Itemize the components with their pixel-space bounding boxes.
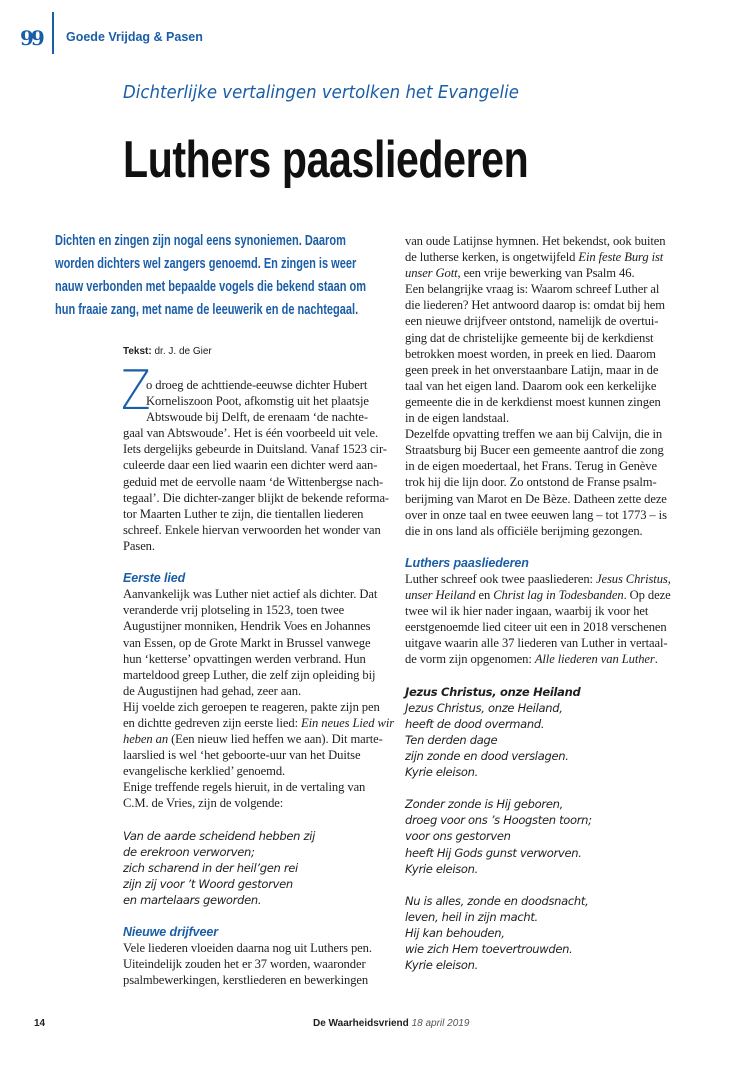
body-text: tor Maarten Luther te zijn, die tientallen liederen bbox=[123, 506, 364, 521]
poem-text: de erekroon verworven; bbox=[123, 844, 255, 859]
blank-line bbox=[123, 554, 423, 570]
text-line bbox=[405, 378, 705, 394]
text-line bbox=[405, 313, 705, 329]
poem-text: droeg voor ons ’s Hoogsten toorn; bbox=[405, 813, 592, 828]
text-line bbox=[123, 377, 423, 393]
drop-cap: Z bbox=[121, 359, 151, 422]
text-line bbox=[123, 474, 423, 490]
body-text: en dichtte gedreven zijn eerste lied: bbox=[123, 715, 302, 730]
intro-line: Dichten en zingen zijn nogal eens synoniemen. Daarom bbox=[55, 233, 346, 249]
text-line bbox=[405, 941, 705, 957]
footer-publication bbox=[313, 1018, 469, 1029]
body-text: . Op deze bbox=[623, 588, 671, 603]
body-text: van oude Latijnse hymnen. Het bekendst, ook buiten bbox=[405, 234, 666, 248]
body-text: veranderde vrij plotseling in 1523, toen twee bbox=[123, 603, 345, 618]
text-line bbox=[405, 716, 705, 732]
italic-title: Alle liederen van Luther bbox=[534, 652, 655, 667]
text-line bbox=[123, 876, 423, 892]
body-text: die liederen? Het antwoord daarop is: omdat bij hem bbox=[405, 298, 665, 313]
text-line bbox=[123, 618, 423, 634]
text-line bbox=[123, 651, 423, 667]
body-text: berijming van Marot en De Bèze. Datheen zette deze bbox=[405, 491, 667, 506]
body-text: (Een nieuw lied heffen we aan). Dit marte- bbox=[168, 732, 383, 747]
text-line bbox=[405, 764, 705, 780]
body-text: geduid met de eervolle naam ‘de Wittenbergse nach- bbox=[123, 474, 384, 489]
text-line bbox=[405, 297, 705, 313]
body-text: van Essen, op de Grote Markt in Brussel vanwege bbox=[123, 635, 371, 650]
poem-text: Kyrie eleison. bbox=[405, 765, 479, 780]
text-line bbox=[123, 457, 423, 473]
body-text: Aanvankelijk was Luther niet actief als dichter. Dat bbox=[123, 587, 378, 602]
italic-title: unser Gott bbox=[405, 266, 458, 281]
text-line bbox=[123, 683, 423, 699]
text-line bbox=[123, 538, 423, 554]
text-line bbox=[405, 603, 705, 619]
text-line bbox=[123, 409, 423, 425]
intro-line: nauw verbonden met bepaalde vogels die bekend staan om bbox=[55, 279, 367, 295]
blank-line bbox=[405, 668, 705, 684]
article-subtitle: Dichterlijke vertalingen vertolken het Evangelie bbox=[123, 82, 519, 103]
body-text: Uiteindelijk zouden het er 37 worden, waaronder bbox=[123, 957, 366, 972]
text-line bbox=[123, 828, 423, 844]
intro-line: worden dichters wel zangers genoemd. En zingen is weer bbox=[55, 256, 357, 272]
text-line bbox=[123, 779, 423, 795]
poem-text: Van de aarde scheidend hebben zij bbox=[123, 828, 316, 843]
body-text: die in ons land als officiële berijming gezongen. bbox=[405, 523, 643, 538]
article-title: Luthers paasliederen bbox=[123, 131, 529, 189]
publication-date: 18 april 2019 bbox=[411, 1018, 470, 1029]
body-text: Dezelfde opvatting treffen we aan bij Calvijn, die in bbox=[405, 427, 663, 442]
body-text: Iets dergelijks gebeurde in Duitsland. Vanaf 1523 cir- bbox=[123, 442, 387, 457]
body-text: de Augustijnen had gehad, zeer aan. bbox=[123, 683, 301, 698]
text-line bbox=[123, 940, 423, 956]
body-text: en bbox=[475, 588, 494, 603]
body-text: marteldood greep Luther, die zelf zijn opleiding bij bbox=[123, 667, 376, 682]
text-line bbox=[405, 651, 705, 667]
blank-line bbox=[123, 812, 423, 828]
text-line bbox=[405, 362, 705, 378]
body-text: de lutherse kerken, is ongetwijfeld bbox=[405, 250, 579, 265]
text-line bbox=[405, 925, 705, 941]
body-text: twee wil ik hier nader ingaan, waarbij ik voor het bbox=[405, 604, 649, 619]
poem-text: en martelaars geworden. bbox=[123, 893, 262, 907]
poem-text: wie zich Hem toevertrouwden. bbox=[405, 942, 573, 957]
article-intro bbox=[55, 230, 389, 322]
text-line bbox=[405, 330, 705, 346]
text-line bbox=[123, 844, 423, 860]
poem-text: zijn zij voor ’t Woord gestorven bbox=[123, 876, 293, 891]
poem-text: zich scharend in der heil’gen rei bbox=[123, 860, 298, 875]
poem-text: Jezus Christus, onze Heiland bbox=[405, 684, 581, 699]
poem-text: zijn zonde en dood verslagen. bbox=[405, 749, 569, 763]
text-line bbox=[405, 861, 705, 877]
body-text: C.M. de Vries, zijn de volgende: bbox=[123, 796, 284, 811]
text-line bbox=[405, 410, 705, 426]
text-line bbox=[123, 747, 423, 763]
body-text: o droeg de achttiende-eeuwse dichter Hubert bbox=[146, 378, 368, 392]
text-line bbox=[405, 684, 705, 700]
poem-text: Kyrie eleison. bbox=[405, 861, 479, 876]
text-line bbox=[405, 491, 705, 507]
text-line bbox=[123, 731, 423, 747]
body-text: Hij voelde zich geroepen te reageren, pakte zijn pen bbox=[123, 699, 380, 714]
text-line bbox=[405, 571, 705, 587]
text-line bbox=[405, 346, 705, 362]
intro-line: hun fraaie zang, met name de leeuwerik en de nachtegaal. bbox=[55, 302, 359, 318]
poem-text: Kyrie eleison. bbox=[405, 958, 479, 973]
text-line bbox=[123, 393, 423, 409]
poem-text: heeft Hij Gods gunst verworven. bbox=[405, 845, 582, 860]
text-line bbox=[123, 506, 423, 522]
poem-text: heeft de dood overmand. bbox=[405, 716, 545, 731]
body-text: Enige treffende regels hieruit, in de vertaling van bbox=[123, 780, 366, 795]
blank-line bbox=[405, 877, 705, 893]
text-line bbox=[405, 845, 705, 861]
body-text: laarslied is wel ‘het geboorte-uur van het Duitse bbox=[123, 748, 361, 763]
body-text: de vorm zijn opgenomen: bbox=[405, 652, 535, 667]
body-text: eerstgenoemde lied citeer uit een in 2018 verschenen bbox=[405, 620, 667, 635]
italic-title: Jesus Christus, bbox=[595, 571, 671, 586]
text-line bbox=[405, 555, 705, 571]
body-text: over in onze taal en twee eeuwen lang – tot 1773 – is bbox=[405, 507, 667, 522]
body-text: Abtswoude bij Delft, de erenaam ‘de nachte- bbox=[146, 410, 368, 425]
text-line bbox=[405, 281, 705, 297]
text-line bbox=[405, 233, 705, 249]
text-line bbox=[405, 828, 705, 844]
text-line bbox=[123, 570, 423, 586]
text-line bbox=[123, 602, 423, 618]
poem-text: leven, heil in zijn macht. bbox=[405, 909, 538, 924]
body-text: evangelische kerklied’ genoemd. bbox=[123, 764, 286, 779]
text-line bbox=[123, 667, 423, 683]
body-text: Korneliszoon Poot, afkomstig uit het plaatsje bbox=[146, 394, 369, 409]
poem-text: Hij kan behouden, bbox=[405, 926, 505, 941]
blank-line bbox=[123, 908, 423, 924]
text-line bbox=[123, 763, 423, 779]
column-right bbox=[405, 233, 705, 973]
byline bbox=[123, 346, 212, 357]
italic-title: Christ lag in Todesbanden bbox=[493, 588, 624, 603]
body-text: ging dat de christelijke gemeente bij de kerkdienst bbox=[405, 330, 654, 345]
text-line bbox=[405, 893, 705, 909]
quote-icon: 99 bbox=[20, 26, 42, 50]
text-line bbox=[123, 795, 423, 811]
text-line bbox=[405, 635, 705, 651]
text-line bbox=[405, 507, 705, 523]
text-line bbox=[123, 892, 423, 908]
byline-author: dr. J. de Gier bbox=[154, 346, 212, 357]
italic-title: Ein neues Lied wir bbox=[301, 715, 395, 730]
body-text: gaal van Abtswoude’. Het is één voorbeeld uit vele. bbox=[123, 426, 379, 441]
poem-text: Jezus Christus, onze Heiland, bbox=[405, 700, 563, 715]
text-line bbox=[123, 956, 423, 972]
text-line bbox=[405, 587, 705, 603]
body-text: geen preek in het onverstaanbare Latijn, maar in de bbox=[405, 362, 659, 377]
body-text: hun ‘ketterse’ opvattingen werden verbrand. Hun bbox=[123, 651, 366, 666]
text-line bbox=[405, 426, 705, 442]
body-text: Een belangrijke vraag is: Waarom schreef Luther al bbox=[405, 282, 660, 297]
subheading: Eerste lied bbox=[123, 571, 186, 586]
text-line bbox=[405, 957, 705, 973]
body-text: . bbox=[654, 652, 658, 667]
body-text: Pasen. bbox=[123, 538, 155, 553]
text-line bbox=[405, 732, 705, 748]
body-text: in de eigen landstaal. bbox=[405, 411, 510, 426]
text-line bbox=[123, 699, 423, 715]
section-label: Goede Vrijdag & Pasen bbox=[66, 30, 203, 44]
text-line bbox=[405, 812, 705, 828]
body-text: gemeente die in de kerkdienst moest kunnen zingen bbox=[405, 394, 661, 409]
body-text: Straatsburg bij Bucer een gemeente aantrof die zong bbox=[405, 443, 664, 458]
text-line bbox=[405, 249, 705, 265]
text-line bbox=[123, 425, 423, 441]
publication-name: De Waarheidsvriend bbox=[313, 1018, 409, 1029]
text-line bbox=[123, 860, 423, 876]
poem-text: Ten derden dage bbox=[405, 732, 498, 747]
header-divider bbox=[52, 12, 54, 54]
text-line bbox=[123, 972, 423, 988]
text-line bbox=[405, 909, 705, 925]
body-text: taal van het eigen land. Daarom ook een kerkelijke bbox=[405, 378, 657, 393]
text-line bbox=[123, 635, 423, 651]
italic-title: unser Heiland bbox=[405, 588, 476, 603]
body-text: tegaal’. Die dichter-zanger blijkt de bekende reforma- bbox=[123, 490, 390, 505]
body-text: Vele liederen vloeiden daarna nog uit Luthers pen. bbox=[123, 941, 372, 956]
text-line bbox=[405, 458, 705, 474]
text-line bbox=[123, 441, 423, 457]
body-text: culeerde daar een lied waarin een dichter werd aan- bbox=[123, 458, 378, 473]
text-line bbox=[123, 715, 423, 731]
text-line bbox=[405, 523, 705, 539]
column-left bbox=[123, 377, 423, 989]
text-line bbox=[123, 924, 423, 940]
page-number: 14 bbox=[34, 1018, 46, 1029]
body-text: Luther schreef ook twee paasliederen: bbox=[405, 571, 596, 586]
text-line bbox=[405, 474, 705, 490]
blank-line bbox=[405, 780, 705, 796]
body-text: in de eigen moedertaal, het Frans. Terug in Genève bbox=[405, 459, 657, 474]
italic-title: Ein feste Burg ist bbox=[578, 250, 664, 265]
text-line bbox=[405, 796, 705, 812]
poem-text: voor ons gestorven bbox=[405, 829, 511, 844]
body-text: betrokken moest worden, in preek en lied. Daarom bbox=[405, 346, 656, 361]
text-line bbox=[405, 619, 705, 635]
subheading: Luthers paasliederen bbox=[405, 555, 529, 570]
text-line bbox=[123, 586, 423, 602]
subheading: Nieuwe drijfveer bbox=[123, 925, 218, 940]
text-line bbox=[123, 522, 423, 538]
body-text: schreef. Enkele hiervan verwoorden het wonder van bbox=[123, 522, 381, 537]
text-line bbox=[405, 748, 705, 764]
body-text: , een vrije bewerking van Psalm 46. bbox=[457, 266, 635, 281]
poem-text: Nu is alles, zonde en doodsnacht, bbox=[405, 893, 589, 908]
body-text: Augustijner monniken, Hendrik Voes en Johannes bbox=[123, 619, 371, 634]
text-line bbox=[405, 394, 705, 410]
text-line bbox=[405, 700, 705, 716]
body-text: uitgave waarin alle 37 liederen van Luther in vertaal- bbox=[405, 636, 668, 651]
italic-title: heben an bbox=[123, 732, 169, 747]
text-line bbox=[405, 265, 705, 281]
poem-text: Zonder zonde is Hij geboren, bbox=[405, 797, 563, 812]
byline-label: Tekst: bbox=[123, 346, 152, 357]
body-text: een nieuwe drijfveer ontstond, namelijk de overtui- bbox=[405, 314, 659, 329]
text-line bbox=[123, 490, 423, 506]
blank-line bbox=[405, 539, 705, 555]
body-text: psalmbewerkingen, kerstliederen en bewerkingen bbox=[123, 973, 369, 988]
body-text: trok hij die lijn door. Zo ontstond de Franse psalm- bbox=[405, 475, 657, 490]
text-line bbox=[405, 442, 705, 458]
